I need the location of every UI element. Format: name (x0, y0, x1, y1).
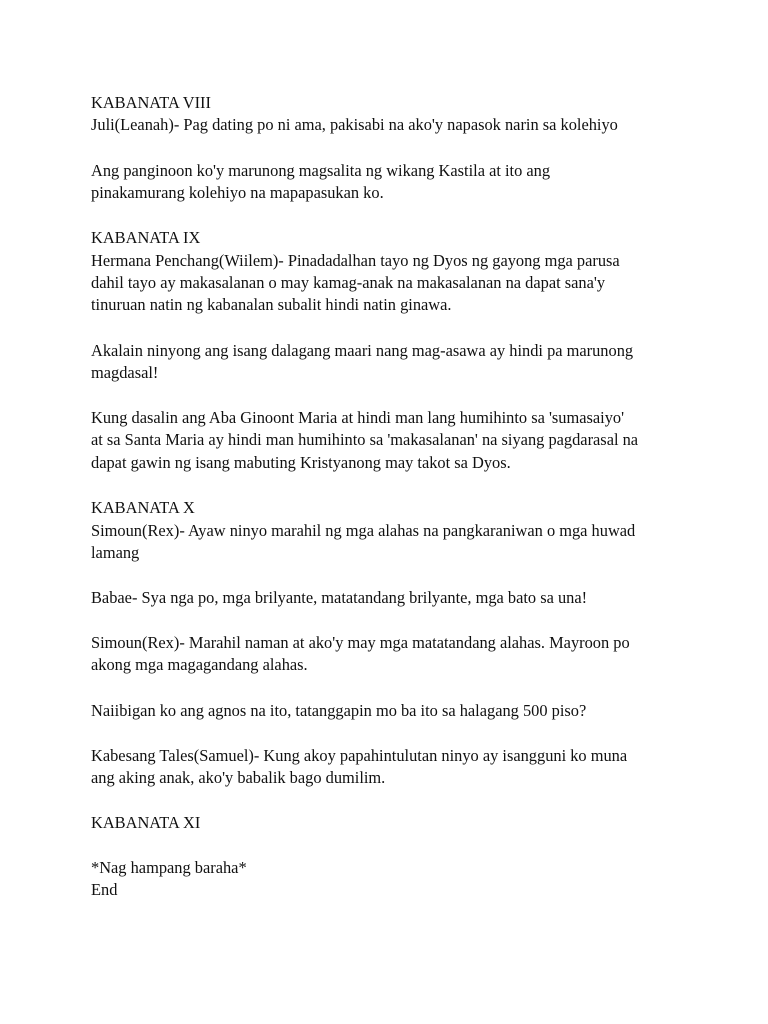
text-line: KABANATA VIII (91, 93, 211, 112)
text-line: Naiibigan ko ang agnos na ito, tatanggapin mo ba ito sa halagang 500 piso? (91, 700, 587, 720)
paragraph-dasal (91, 407, 691, 474)
text-line: Akalain ninyong ang isang dalagang maari nang mag-asawa ay hindi pa marunong (91, 340, 634, 360)
dialogue-babae (91, 587, 691, 609)
text-line: KABANATA XI (91, 813, 201, 832)
dialogue-kabesang-tales (91, 745, 691, 790)
chapter-heading-x (91, 497, 691, 519)
text-line: End (91, 880, 118, 900)
text-line: Simoun(Rex)- Marahil naman at ako'y may mga matatandang alahas. Mayroon po (91, 633, 630, 652)
paragraph-ending (91, 857, 691, 902)
text-line: KABANATA IX (91, 228, 201, 247)
chapter-heading-viii (91, 92, 691, 114)
text-line: dahil tayo ay makasalanan o may kamag-anak na makasalanan na dapat sana'y (91, 272, 606, 292)
text-line: pinakamurang kolehiyo na mapapasukan ko. (91, 182, 384, 202)
chapter-heading-ix (91, 227, 691, 249)
text-line: tinuruan natin ng kabanalan subalit hindi natin ginawa. (91, 295, 452, 315)
text-line: magdasal! (91, 362, 159, 382)
dialogue-simoun (91, 520, 691, 565)
text-line: at sa Santa Maria ay hindi man humihinto sa 'makasalanan' na siyang pagdarasal na (91, 430, 639, 450)
text-line: Hermana Penchang(Wiilem)- Pinadadalhan tayo ng Dyos ng gayong mga parusa (91, 250, 620, 270)
chapter-heading-xi (91, 812, 691, 834)
paragraph-akalain (91, 340, 691, 385)
text-line: ang aking anak, ako'y babalik bago dumilim. (91, 767, 386, 787)
dialogue-simoun-alahas (91, 632, 691, 677)
text-line: Juli(Leanah)- Pag dating po ni ama, pakisabi na ako'y napasok narin sa kolehiyo (91, 115, 618, 135)
text-line: Kabesang Tales(Samuel)- Kung akoy papahintulutan ninyo ay isangguni ko muna (91, 745, 628, 765)
paragraph-agnos (91, 700, 691, 722)
text-line: *Nag hampang baraha* (91, 858, 247, 877)
text-line: Ang panginoon ko'y marunong magsalita ng wikang Kastila at ito ang (91, 160, 551, 180)
text-line: lamang (91, 542, 140, 562)
text-line: KABANATA X (91, 498, 195, 517)
text-line: Babae- Sya nga po, mga brilyante, matatandang brilyante, mga bato sa una! (91, 588, 588, 607)
text-line: Kung dasalin ang Aba Ginoont Maria at hindi man lang humihinto sa 'sumasaiyo' (91, 408, 625, 427)
text-line: akong mga magagandang alahas. (91, 655, 308, 675)
dialogue-hermana-penchang (91, 250, 691, 317)
paragraph-panginoon (91, 160, 691, 205)
text-line: dapat gawin ng isang mabuting Kristyanong may takot sa Dyos. (91, 452, 511, 472)
dialogue-juli (91, 114, 691, 136)
text-line: Simoun(Rex)- Ayaw ninyo marahil ng mga alahas na pangkaraniwan o mga huwad (91, 520, 636, 540)
